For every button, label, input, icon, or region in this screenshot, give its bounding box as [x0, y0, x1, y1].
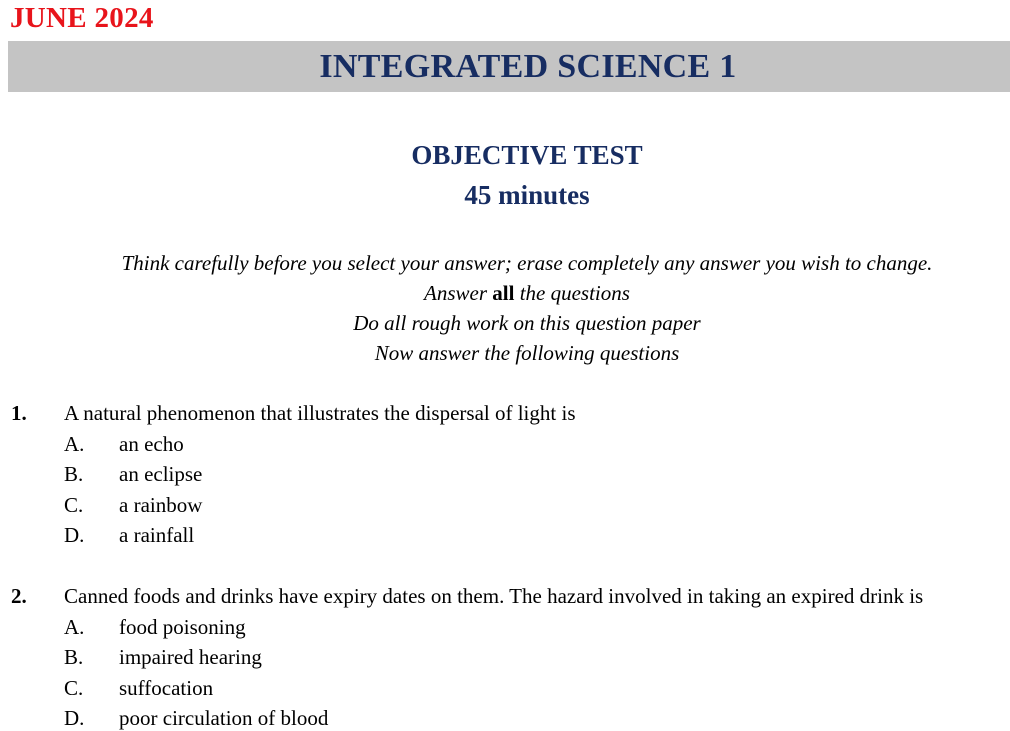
- instruction-line-2: [0, 280, 1010, 306]
- option-letter: A.: [64, 615, 85, 639]
- option-letter: B.: [64, 462, 84, 486]
- instruction-line-1: Think carefully before you select your answer; erase completely any answer you wish to change.: [121, 251, 933, 275]
- subject-title: INTEGRATED SCIENCE 1: [319, 48, 737, 85]
- option-text: an eclipse: [119, 462, 203, 486]
- instruction-line-2-emphasis: all: [492, 281, 515, 305]
- option-text: poor circulation of blood: [119, 706, 329, 730]
- option-text: impaired hearing: [119, 645, 262, 669]
- question-text: Canned foods and drinks have expiry dates on them. The hazard involved in taking an expired drink is: [64, 584, 924, 608]
- option-letter: C.: [64, 676, 84, 700]
- question-number: 1.: [11, 401, 27, 425]
- option-text: suffocation: [119, 676, 214, 700]
- instruction-line-2-end: the questions: [514, 281, 630, 305]
- test-type-heading: OBJECTIVE TEST: [411, 140, 643, 170]
- option-text: a rainbow: [119, 493, 203, 517]
- option-letter: C.: [64, 493, 84, 517]
- option-text: a rainfall: [119, 523, 195, 547]
- instruction-line-3: Do all rough work on this question paper: [353, 311, 701, 335]
- duration-heading: 45 minutes: [464, 180, 590, 210]
- question-text: A natural phenomenon that illustrates the dispersal of light is: [64, 401, 576, 425]
- option-letter: D.: [64, 706, 85, 730]
- option-text: an echo: [119, 432, 184, 456]
- option-letter: A.: [64, 432, 85, 456]
- option-letter: B.: [64, 645, 84, 669]
- exam-date: JUNE 2024: [10, 2, 154, 34]
- option-text: food poisoning: [119, 615, 246, 639]
- instruction-line-4: Now answer the following questions: [374, 341, 680, 365]
- instruction-line-2-start: Answer: [424, 281, 493, 305]
- option-letter: D.: [64, 523, 85, 547]
- question-number: 2.: [11, 584, 27, 608]
- subject-banner: [8, 41, 1010, 92]
